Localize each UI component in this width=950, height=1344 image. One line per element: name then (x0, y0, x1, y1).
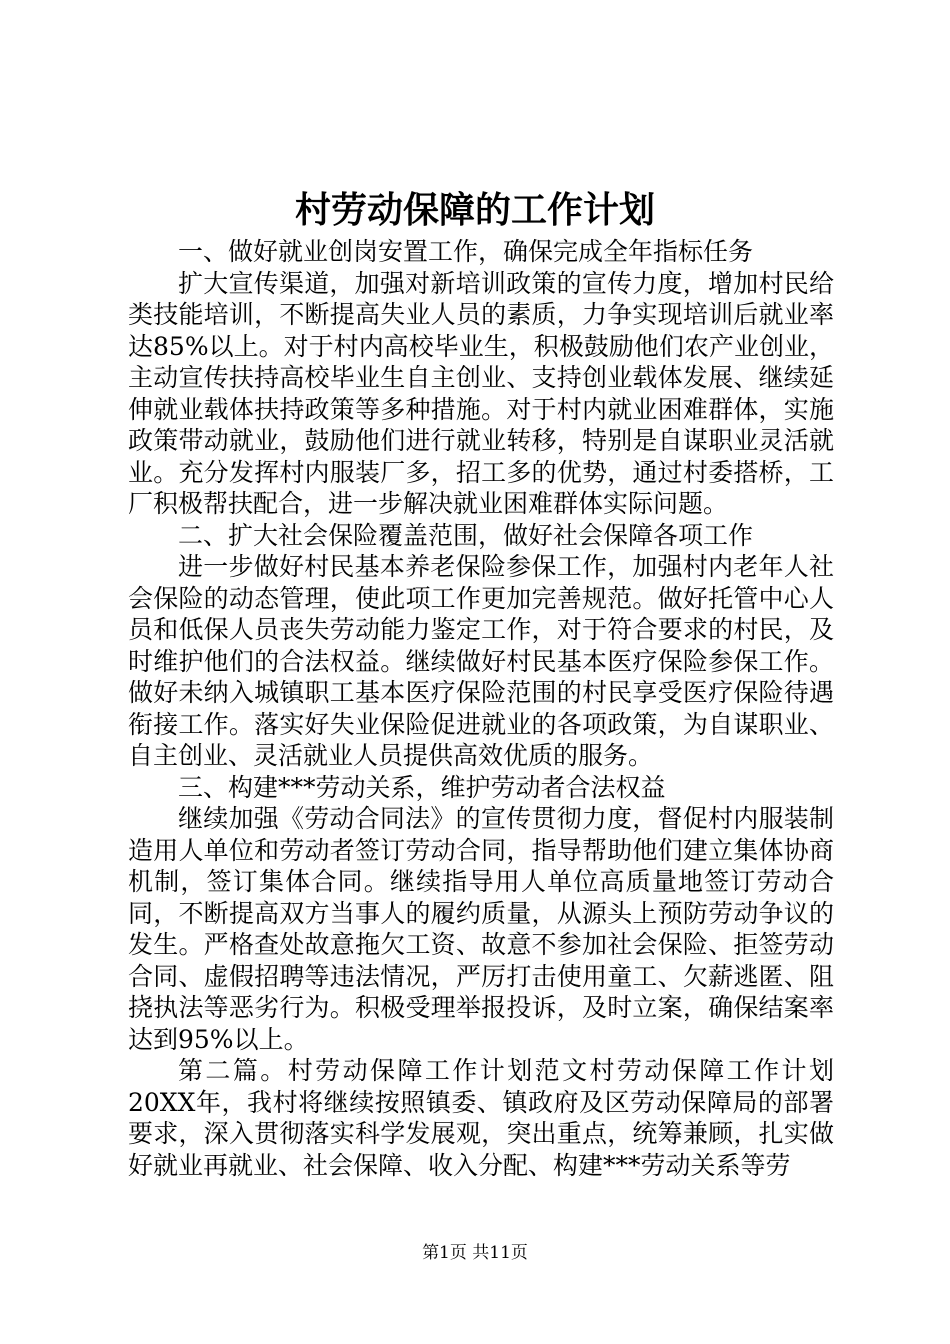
section-heading-1: 一、做好就业创岗安置工作，确保完成全年指标任务 (178, 237, 754, 266)
section-heading-3: 三、构建***劳动关系，维护劳动者合法权益 (178, 772, 666, 802)
body-paragraph-1: 扩大宣传渠道，加强对新培训政策的宣传力度，增加村民给类技能培训，不断提高失业人员的素质，力争实现培训后就业率达85%以上。对于村内高校毕业生，积极鼓励他们农产业创业，主动宣传扶持高校毕业生自主创业、支持创业载体发展、继续延伸就业载体扶持政策等多种措施。对于村内就业困难群体，实施政策带动就业，鼓励他们进行就业转移，特别是自谋职业灵活就业。充分发挥村内服装厂多，招工多的优势，通过村委搭桥，工厂积极帮扶配合，进一步解决就业困难群体实际问题。 (128, 268, 834, 518)
document-body (128, 236, 834, 1181)
body-paragraph-4: 第二篇。村劳动保障工作计划范文村劳动保障工作计划20XX年，我村将继续按照镇委、镇政府及区劳动保障局的部署要求，深入贯彻落实科学发展观，突出重点，统筹兼顾，扎实做好就业再就业、社会保障、收入分配、构建***劳动关系等劳 (128, 1056, 834, 1180)
document-title: 村劳动保障的工作计划 (294, 189, 655, 231)
page-number: 第1页 共11页 (422, 1243, 528, 1263)
body-paragraph-3: 继续加强《劳动合同法》的宣传贯彻力度，督促村内服装制造用人单位和劳动者签订劳动合同，指导帮助他们建立集体协商机制，签订集体合同。继续指导用人单位高质量地签订劳动合同，不断提高双方当事人的履约质量，从源头上预防劳动争议的发生。严格查处故意拖欠工资、故意不参加社会保险、拒签劳动合同、虚假招聘等违法情况，严厉打击使用童工、欠薪逃匿、阻挠执法等恶劣行为。积极受理举报投诉，及时立案，确保结案率达到95%以上。 (128, 804, 834, 1054)
body-paragraph-2: 进一步做好村民基本养老保险参保工作，加强村内老年人社会保险的动态管理，使此项工作更加完善规范。做好托管中心人员和低保人员丧失劳动能力鉴定工作，对于符合要求的村民，及时维护他们的合法权益。继续做好村民基本医疗保险参保工作。做好未纳入城镇职工基本医疗保险范围的村民享受医疗保险待遇衔接工作。落实好失业保险促进就业的各项政策，为自谋职业、自主创业、灵活就业人员提供高效优质的服务。 (128, 552, 834, 770)
section-heading-2: 二、扩大社会保险覆盖范围，做好社会保障各项工作 (178, 520, 754, 550)
